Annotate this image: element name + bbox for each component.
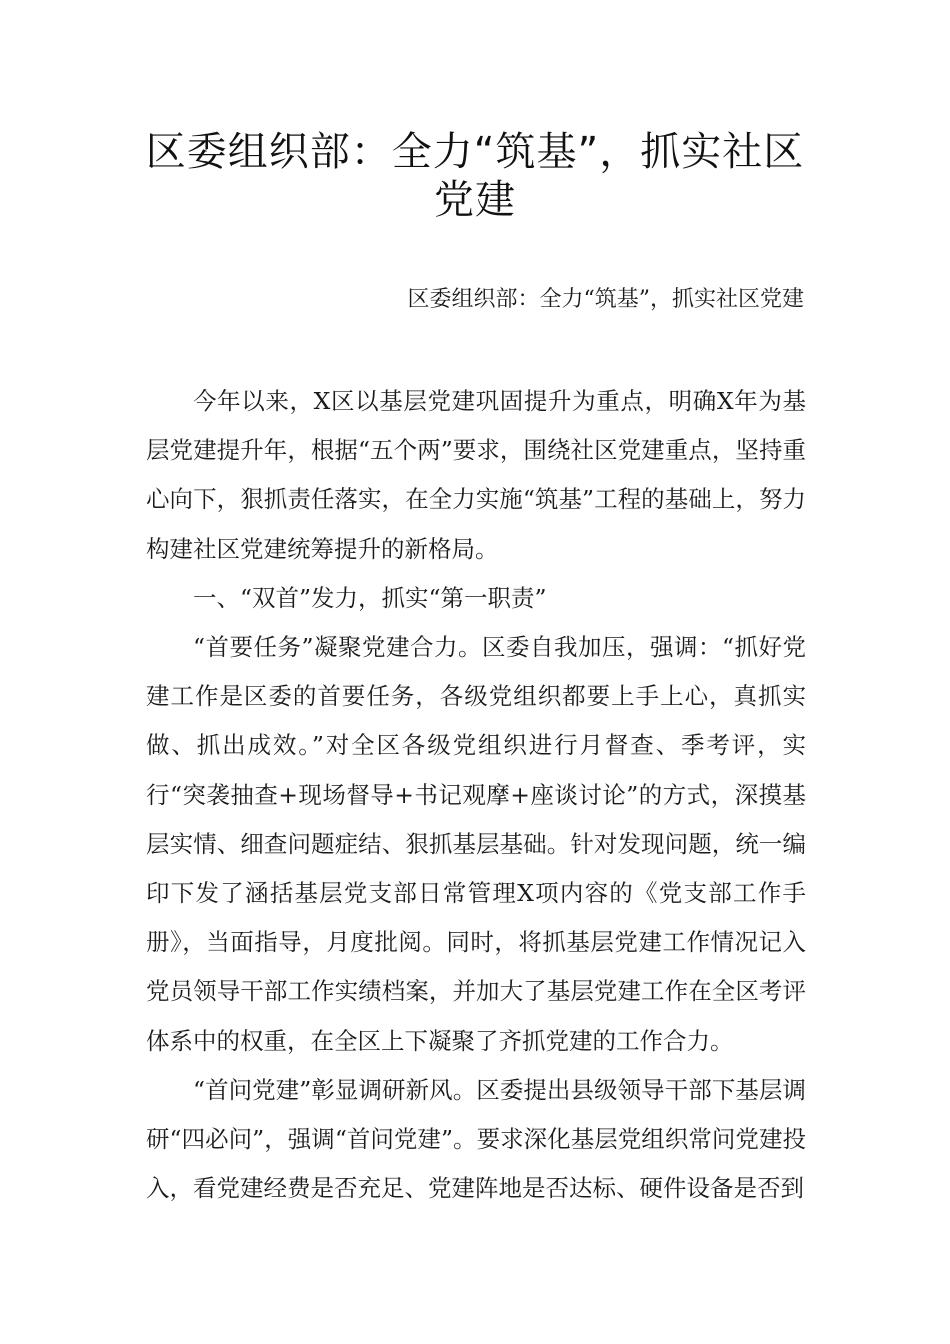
document-title-line-2: 党建 <box>434 177 516 223</box>
paragraph-first-ask: “首问党建”彰显调研新风。区委提出县级领导干部下基层调研“四必问”，强调“首问党建”。要求深化基层党组织常问党建投入，看党建经费是否充足、党建阵地是否达标、硬件设备是否到 <box>146 1075 806 1203</box>
paragraph-intro: 今年以来，X区以基层党建巩固提升为重点，明确X年为基层党建提升年，根据“五个两”要求，围绕社区党建重点，坚持重心向下，狠抓责任落实，在全力实施“筑基”工程的基础上，努力构建社区党建统筹提升的新格局。 <box>146 387 806 563</box>
section-heading-1: 一、“双首”发力，抓实“第一职责” <box>193 583 547 612</box>
document-body <box>146 377 806 1213</box>
document-title-line-1: 区委组织部：全力“筑基”，抓实社区 <box>145 129 805 175</box>
document-title <box>120 128 830 224</box>
paragraph-primary-task: “首要任务”凝聚党建合力。区委自我加压，强调：“抓好党建工作是区委的首要任务，各级党组织都要上手上心，真抓实做、抓出成效。”对全区各级党组织进行月督查、季考评，实行“突袭抽查+现场督导+书记观摩+座谈讨论”的方式，深摸基层实情、细查问题症结、狠抓基层基础。针对发现问题，统一编印下发了涵括基层党支部日常管理X项内容的《党支部工作手册》，当面指导，月度批阅。同时，将抓基层党建工作情况记入党员领导干部工作实绩档案，并加大了基层党建工作在全区考评体系中的权重，在全区上下凝聚了齐抓党建的工作合力。 <box>146 633 806 1055</box>
document-subtitle: 区委组织部：全力“筑基”，抓实社区党建 <box>407 287 804 312</box>
